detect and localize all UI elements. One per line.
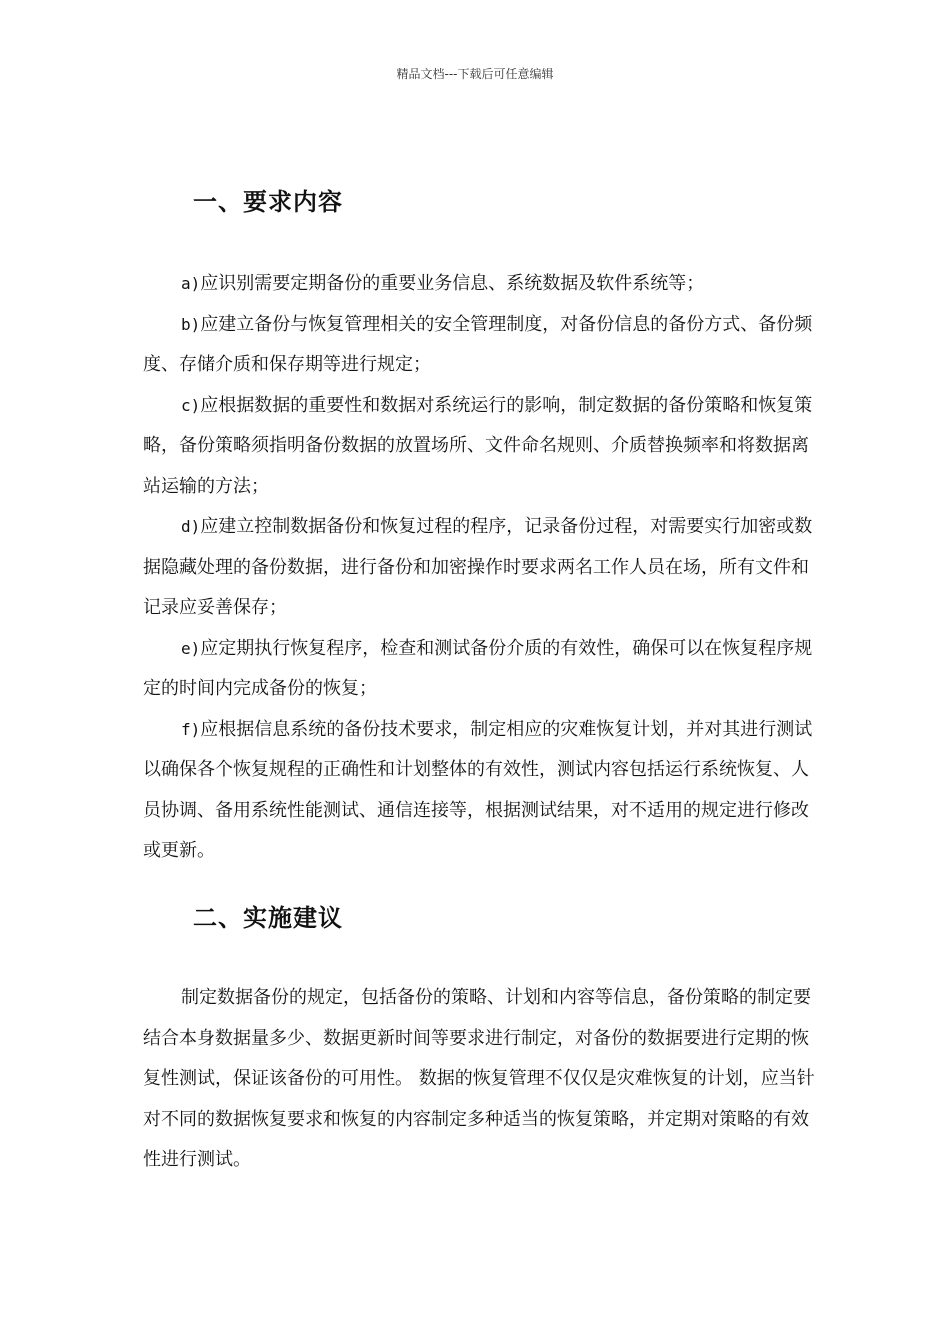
item-marker: e) (181, 638, 201, 658)
recommendations-body (143, 978, 818, 1181)
item-text: 应根据信息系统的备份技术要求，制定相应的灾难恢复计划，并对其进行测试以确保各个恢复规程的正确性和计划整体的有效性，测试内容包括运行系统恢复、人员协调、备用系统性能测试、通信连接等，根据测试结果，对不适用的规定进行修改或更新。 (143, 718, 813, 861)
item-text: 应定期执行恢复程序，检查和测试备份介质的有效性，确保可以在恢复程序规定的时间内完成备份的恢复； (143, 637, 813, 699)
requirements-list (143, 264, 818, 872)
requirement-item-b (143, 305, 818, 386)
requirement-item-c (143, 386, 818, 508)
requirement-item-e (143, 629, 818, 710)
item-text: 应建立备份与恢复管理相关的安全管理制度，对备份信息的备份方式、备份频度、存储介质和保存期等进行规定； (143, 313, 813, 375)
section-heading-requirements: 一、要求内容 (193, 188, 343, 216)
item-marker: d) (181, 517, 201, 536)
item-text: 应识别需要定期备份的重要业务信息、系统数据及软件系统等； (200, 273, 705, 294)
recommendation-paragraph: 制定数据备份的规定，包括备份的策略、计划和内容等信息，备份策略的制定要结合本身数据量多少、数据更新时间等要求进行制定，对备份的数据要进行定期的恢复性测试，保证该备份的可用性。 数据的恢复管理不仅仅是灾难恢复的计划，应当针对不同的数据恢复要求和恢复的内容制定多种适当的恢复策略，并定期对策略的有效性进行测试。 (143, 987, 815, 1170)
requirement-item-a (143, 264, 818, 305)
requirement-item-f (143, 710, 818, 872)
item-text: 应建立控制数据备份和恢复过程的程序，记录备份过程，对需要实行加密或数据隐藏处理的备份数据，进行备份和加密操作时要求两名工作人员在场，所有文件和记录应妥善保存； (143, 516, 813, 618)
item-marker: b) (181, 314, 201, 334)
item-marker: f) (181, 719, 201, 739)
requirement-item-d (143, 507, 818, 629)
page-header: 精品文档---下载后可任意编辑 (396, 67, 554, 81)
item-text: 应根据数据的重要性和数据对系统运行的影响，制定数据的备份策略和恢复策略，备份策略须指明备份数据的放置场所、文件命名规则、介质替换频率和将数据离站运输的方法； (143, 394, 813, 497)
item-marker: c) (181, 395, 201, 415)
section-heading-recommendations: 二、实施建议 (193, 904, 343, 932)
item-marker: a) (181, 274, 201, 293)
